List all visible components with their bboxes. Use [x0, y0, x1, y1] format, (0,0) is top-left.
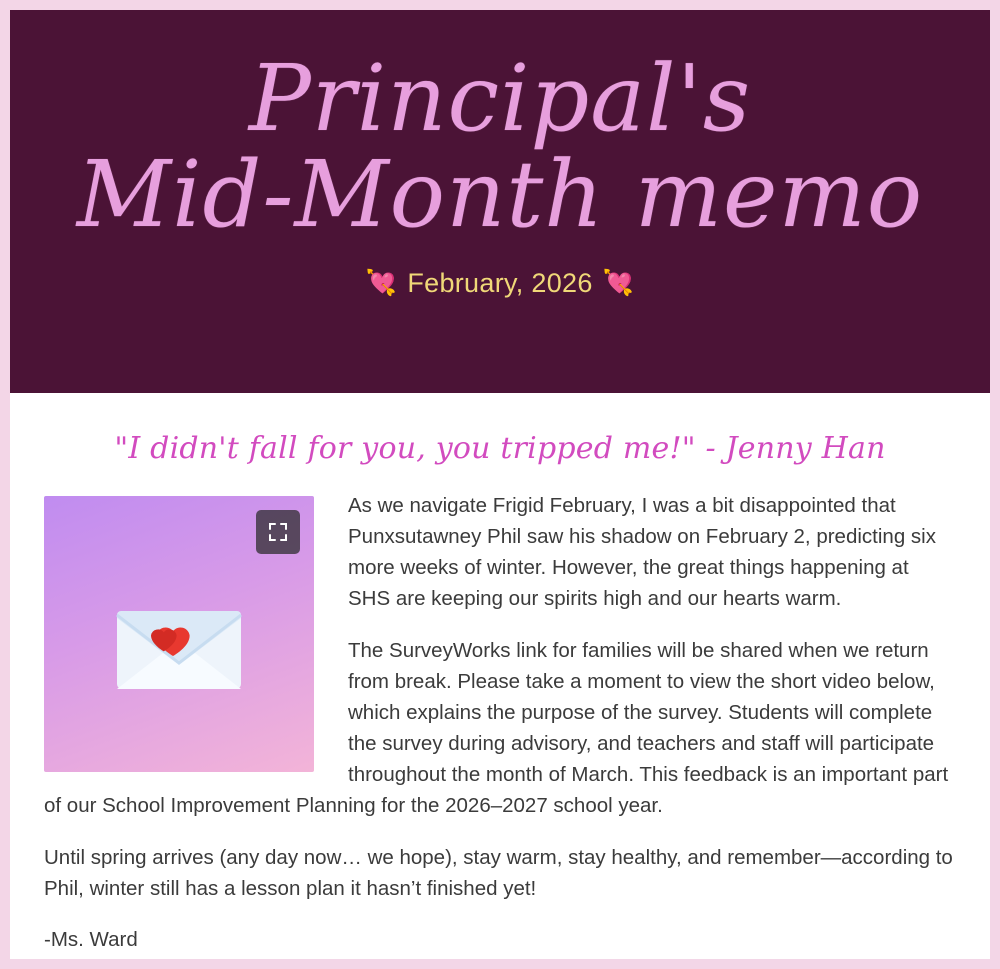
page-title-line-2: Mid-Month memo	[76, 140, 924, 248]
body-area	[10, 431, 990, 955]
envelope-illustration	[113, 603, 245, 699]
issue-date	[366, 268, 634, 299]
page-title	[76, 45, 924, 248]
issue-date-label: February, 2026	[407, 267, 593, 298]
article-content	[44, 490, 956, 955]
paragraph-1: As we navigate Frigid February, I was a bit disappointed that Punxsutawney Phil saw his shadow on February 2, predicting six more weeks of winter. However, the great things happening at SHS are keeping our spirits high and our hearts warm.	[348, 494, 936, 611]
heart-icon-left: 💘	[365, 268, 398, 297]
paragraph-2: The SurveyWorks link for families will be shared when we return from break. Please take a moment to view the short video below, which explains the purpose of the survey. Students will complete the survey during advisory, and teachers and staff will participate throughout the month of March. This feedback is an important part of our School Improvement Planning for the 2026–2027 school year.	[44, 638, 949, 818]
newsletter-sheet	[10, 10, 990, 959]
expand-image-button[interactable]	[256, 510, 300, 554]
expand-icon	[266, 520, 290, 544]
article-image[interactable]	[44, 496, 314, 772]
quote-text: "I didn't fall for you, you tripped me!" - Jenny Han	[114, 431, 886, 466]
heart-icon-right: 💘	[602, 268, 635, 297]
signature: -Ms. Ward	[44, 927, 138, 951]
header-banner	[10, 10, 990, 393]
paragraph-3: Until spring arrives (any day now… we hope), stay warm, stay healthy, and remember—according to Phil, winter still has a lesson plan it hasn’t finished yet!	[44, 845, 953, 900]
page-title-line-1: Principal's	[248, 45, 752, 152]
